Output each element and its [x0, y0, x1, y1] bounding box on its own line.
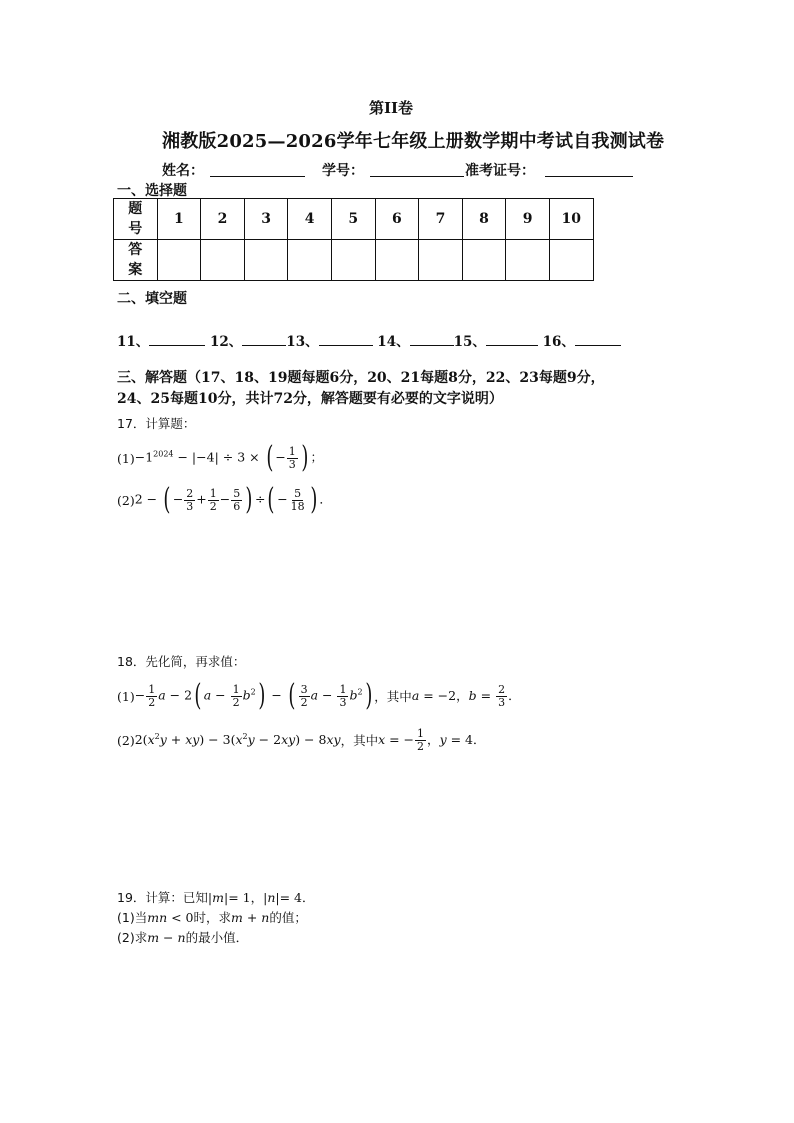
q18-label: 18．先化简，再求值： — [117, 654, 246, 669]
answer-cell[interactable] — [549, 240, 593, 281]
q19-part2-target: m − n — [147, 930, 186, 945]
fill-item-label: 14、 — [377, 334, 410, 350]
q19-given: |m|= 1，|n|= 4． — [207, 890, 315, 905]
question-number-cell: 5 — [331, 199, 375, 240]
answer-cell[interactable] — [201, 240, 245, 281]
exam-number-label: 准考证号： — [465, 163, 535, 179]
fill-item-label: 12、 — [210, 334, 243, 350]
fill-item-label: 11、 — [117, 334, 150, 350]
question-number-cell: 10 — [549, 199, 593, 240]
answer-table — [113, 198, 594, 281]
answer-cell[interactable] — [288, 240, 332, 281]
fill-blank[interactable] — [319, 333, 373, 346]
q19-part1-end: 的值； — [269, 910, 307, 925]
section-solve-heading-line1: 三、解答题（17、18、19题每题6分，20、21每题8分，22、23每题9分， — [117, 370, 605, 386]
fill-item-label: 16、 — [542, 334, 575, 350]
q18-part2-condition: x = − $\frac{1}{2}$ ，y = 4． — [378, 726, 486, 753]
exam-number-blank[interactable] — [545, 163, 633, 177]
volume-label: 第II卷 — [369, 99, 414, 117]
section-solve-heading-line2: 24、25每题10分，共计72分，解答题要有必要的文字说明） — [117, 391, 503, 407]
question-number-cell: 2 — [201, 199, 245, 240]
q19-part1 — [117, 908, 307, 926]
q19-part2-prefix: (2)求 — [117, 930, 148, 945]
question-number-row — [114, 199, 594, 240]
answer-cell[interactable] — [419, 240, 463, 281]
name-label: 姓名： — [162, 163, 204, 179]
question-number-cell: 9 — [506, 199, 550, 240]
q19-statement — [117, 888, 315, 906]
q17-part1-prefix: (1) — [117, 450, 135, 466]
exam-title: 湘教版2025—2026学年七年级上册数学期中考试自我测试卷 — [162, 131, 665, 152]
q19-part1-target: m + n — [231, 910, 270, 925]
answer-row — [114, 240, 594, 281]
fill-blank-line — [117, 330, 621, 350]
q18-part2-prefix: (2) — [117, 732, 135, 748]
student-id-blank[interactable] — [370, 163, 464, 177]
q18-part1 — [117, 678, 521, 714]
section-fill-heading: 二、填空题 — [117, 291, 187, 307]
question-number-cell: 3 — [244, 199, 288, 240]
answer-cell[interactable] — [244, 240, 288, 281]
answer-cell[interactable] — [506, 240, 550, 281]
q18-part2 — [117, 722, 486, 758]
q19-part1-condition: mn < 0 — [147, 910, 194, 925]
q17-part2 — [117, 482, 332, 518]
q18-part1-condition: a = −2，b = $\frac{2}{3}$ ． — [411, 682, 521, 709]
fill-blank[interactable] — [575, 333, 621, 346]
question-number-cell: 1 — [157, 199, 201, 240]
answer-cell[interactable] — [375, 240, 419, 281]
row-label-answer: 答 案 — [114, 240, 158, 281]
q19-part2-end: 的最小值． — [185, 930, 249, 945]
fill-blank[interactable] — [149, 333, 205, 346]
q18-part1-prefix: (1) — [117, 688, 135, 704]
fill-blank[interactable] — [410, 333, 454, 346]
fill-blank[interactable] — [486, 333, 538, 346]
answer-cell[interactable] — [462, 240, 506, 281]
name-blank[interactable] — [210, 163, 305, 177]
q17-label: 17．计算题： — [117, 416, 196, 431]
student-id-label: 学号： — [322, 163, 364, 179]
question-number-cell: 6 — [375, 199, 419, 240]
q19-part1-mid: 时，求 — [193, 910, 232, 925]
question-number-cell: 8 — [462, 199, 506, 240]
q18-part2-expression: $2(x^2y + xy) - 3(x^2y - 2xy) - 8xy$ — [134, 732, 341, 748]
question-number-cell: 4 — [288, 199, 332, 240]
q18-part1-condition-label: ，其中 — [374, 689, 412, 704]
question-number-cell: 7 — [419, 199, 463, 240]
fill-item-label: 15、 — [453, 334, 486, 350]
q19-part1-prefix: (1)当 — [117, 910, 148, 925]
answer-cell[interactable] — [331, 240, 375, 281]
q18-part1-expression: − $\frac{1}{2}$ a − 2( a − $\frac{1}{2}$ $b^2$) − ( $\frac{3}{2}$ a − $\frac{1}{3}$ $b^2$) — [134, 678, 372, 713]
section-choice-heading: 一、选择题 — [117, 183, 187, 199]
answer-cell[interactable] — [157, 240, 201, 281]
q17-part2-prefix: (2) — [117, 492, 135, 508]
q17-part2-expression: 2 − ( − $\frac{2}{3}$ + $\frac{1}{2}$ − $\frac{5}{6}$ ) ÷( − $\frac{5}{18}$ ) ． — [134, 482, 332, 517]
q19-label: 19．计算：已知 — [117, 890, 208, 905]
q19-part2 — [117, 928, 248, 946]
q17-part1 — [117, 440, 323, 476]
q18-part2-condition-label: ，其中 — [340, 733, 379, 748]
q17-part1-expression: $-1^{2024} - |-4| \div 3$ × ( − $\frac{1}{3}$ ) ； — [134, 440, 324, 475]
fill-item-label: 13、 — [286, 334, 319, 350]
row-label-question-number: 题 号 — [114, 199, 158, 240]
fill-blank[interactable] — [242, 333, 286, 346]
